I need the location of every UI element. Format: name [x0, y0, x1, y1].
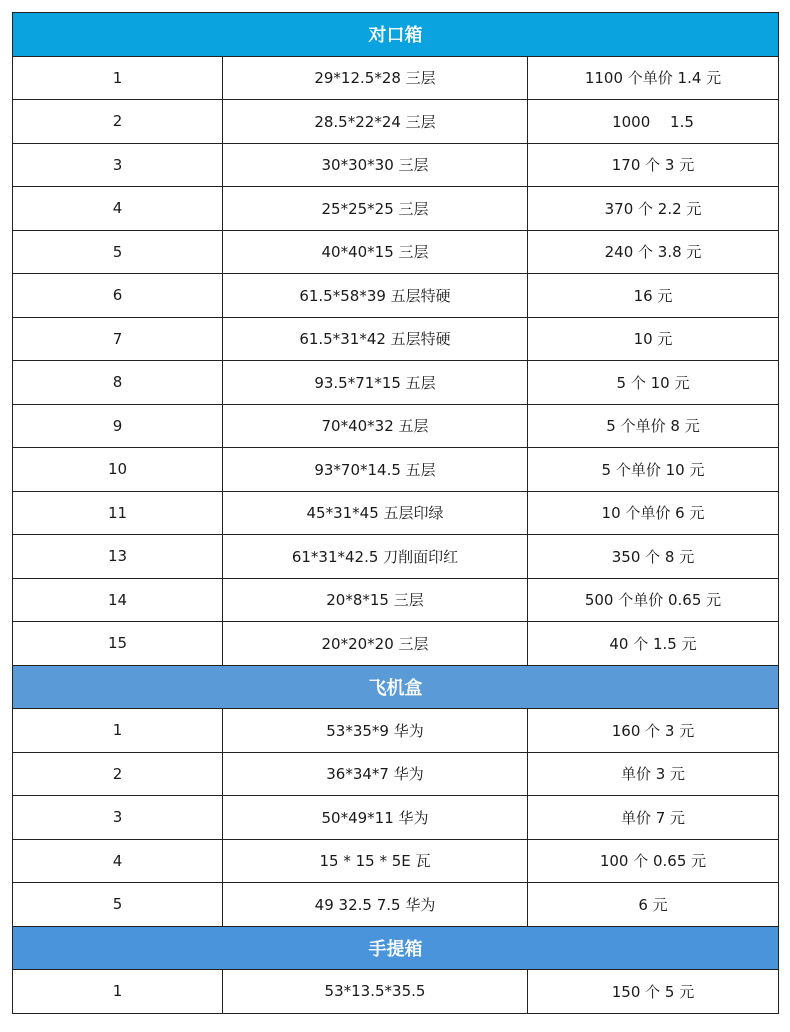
box-price: 单价 7 元: [528, 796, 779, 840]
box-price: 10 个单价 6 元: [528, 491, 779, 535]
box-spec: 50*49*11 华为: [223, 796, 528, 840]
table-row: [13, 100, 779, 144]
box-price: 160 个 3 元: [528, 709, 779, 753]
row-number: 5: [13, 230, 223, 274]
box-price: 1000 1.5: [528, 100, 779, 144]
table-row: [13, 448, 779, 492]
box-spec: 20*20*20 三层: [223, 622, 528, 666]
table-row: [13, 883, 779, 927]
box-spec: 15 * 15 * 5E 瓦: [223, 839, 528, 883]
table-row: [13, 578, 779, 622]
box-price: 10 元: [528, 317, 779, 361]
table-row: [13, 970, 779, 1014]
section-title: 手提箱: [13, 926, 779, 970]
box-spec: 93*70*14.5 五层: [223, 448, 528, 492]
row-number: 4: [13, 839, 223, 883]
row-number: 8: [13, 361, 223, 405]
table-row: [13, 56, 779, 100]
box-spec: 93.5*71*15 五层: [223, 361, 528, 405]
box-price: 6 元: [528, 883, 779, 927]
row-number: 6: [13, 274, 223, 318]
box-price: 40 个 1.5 元: [528, 622, 779, 666]
row-number: 13: [13, 535, 223, 579]
row-number: 2: [13, 100, 223, 144]
price-list: [12, 12, 778, 1014]
table-row: [13, 143, 779, 187]
box-spec: 53*13.5*35.5: [223, 970, 528, 1014]
box-spec: 28.5*22*24 三层: [223, 100, 528, 144]
box-price: 5 个单价 10 元: [528, 448, 779, 492]
table-row: [13, 796, 779, 840]
box-price: 100 个 0.65 元: [528, 839, 779, 883]
row-number: 3: [13, 796, 223, 840]
box-price: 370 个 2.2 元: [528, 187, 779, 231]
box-price: 1100 个单价 1.4 元: [528, 56, 779, 100]
table-row: [13, 622, 779, 666]
box-price: 350 个 8 元: [528, 535, 779, 579]
table-row: [13, 535, 779, 579]
box-price: 16 元: [528, 274, 779, 318]
box-spec: 61.5*58*39 五层特硬: [223, 274, 528, 318]
box-spec: 20*8*15 三层: [223, 578, 528, 622]
table-row: [13, 709, 779, 753]
box-spec: 53*35*9 华为: [223, 709, 528, 753]
box-price: 170 个 3 元: [528, 143, 779, 187]
table-row: [13, 187, 779, 231]
section-header: [13, 13, 779, 57]
box-spec: 61.5*31*42 五层特硬: [223, 317, 528, 361]
row-number: 7: [13, 317, 223, 361]
row-number: 1: [13, 970, 223, 1014]
box-spec: 70*40*32 五层: [223, 404, 528, 448]
table-row: [13, 274, 779, 318]
box-spec: 40*40*15 三层: [223, 230, 528, 274]
table-row: [13, 404, 779, 448]
row-number: 3: [13, 143, 223, 187]
box-price: 500 个单价 0.65 元: [528, 578, 779, 622]
table-row: [13, 230, 779, 274]
row-number: 9: [13, 404, 223, 448]
table-row: [13, 361, 779, 405]
section-header: [13, 665, 779, 709]
table-row: [13, 839, 779, 883]
table-row: [13, 491, 779, 535]
row-number: 10: [13, 448, 223, 492]
box-spec: 45*31*45 五层印绿: [223, 491, 528, 535]
price-table: [12, 12, 779, 1014]
row-number: 1: [13, 56, 223, 100]
row-number: 11: [13, 491, 223, 535]
box-price: 单价 3 元: [528, 752, 779, 796]
row-number: 2: [13, 752, 223, 796]
box-spec: 61*31*42.5 刀削面印红: [223, 535, 528, 579]
row-number: 15: [13, 622, 223, 666]
table-row: [13, 317, 779, 361]
box-spec: 29*12.5*28 三层: [223, 56, 528, 100]
section-title: 对口箱: [13, 13, 779, 57]
box-spec: 25*25*25 三层: [223, 187, 528, 231]
row-number: 14: [13, 578, 223, 622]
box-spec: 36*34*7 华为: [223, 752, 528, 796]
box-price: 150 个 5 元: [528, 970, 779, 1014]
box-spec: 30*30*30 三层: [223, 143, 528, 187]
section-title: 飞机盒: [13, 665, 779, 709]
box-spec: 49 32.5 7.5 华为: [223, 883, 528, 927]
table-row: [13, 752, 779, 796]
box-price: 240 个 3.8 元: [528, 230, 779, 274]
row-number: 5: [13, 883, 223, 927]
box-price: 5 个 10 元: [528, 361, 779, 405]
row-number: 1: [13, 709, 223, 753]
row-number: 4: [13, 187, 223, 231]
box-price: 5 个单价 8 元: [528, 404, 779, 448]
section-header: [13, 926, 779, 970]
